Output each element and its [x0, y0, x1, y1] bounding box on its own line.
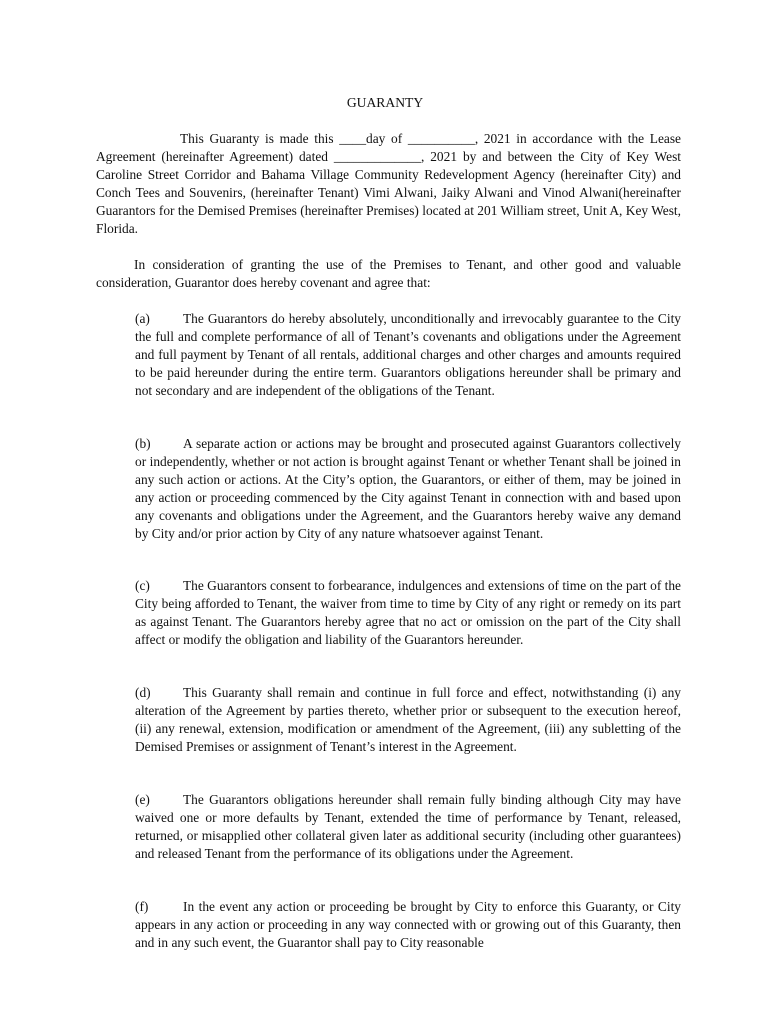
paragraph-label: (b) — [135, 436, 151, 451]
document-title: GUARANTY — [346, 95, 424, 110]
paragraph-f — [135, 898, 681, 952]
paragraph-text: A separate action or actions may be brought and prosecuted against Guarantors collectively or independently, whether or not action is brought against Tenant or whether Tenant shall be joined in any such action or actions. At the City’s option, the Guarantors, or either of them, may be joined in any action or proceeding commenced by the City against Tenant in connection with and based upon any covenants and obligations under the Agreement, and the Guarantors hereby waive any demand by City and/or prior action by City of any nature whatsoever against Tenant. — [135, 436, 681, 541]
paragraph-a — [135, 310, 681, 400]
intro-paragraph — [96, 130, 681, 237]
paragraph-text: This Guaranty shall remain and continue in full force and effect, notwithstanding (i) any alteration of the Agreement by parties thereto, whether prior or subsequent to the execution hereof, (ii) any renewal, extension, modification or amendment of the Agreement, (iii) any subletting of the Demised Premises or assignment of Tenant’s interest in the Agreement. — [135, 685, 681, 754]
paragraph-text: The Guarantors do hereby absolutely, unconditionally and irrevocably guarantee to the City the full and complete performance of all of Tenant’s covenants and obligations under the Agreement and full payment by Tenant of all rentals, additional charges and other charges and amounts required to be paid hereunder during the entire term. Guarantors obligations hereunder shall be primary and not secondary and are independent of the obligations of the Tenant. — [135, 311, 681, 398]
paragraph-text: In the event any action or proceeding be brought by City to enforce this Guaranty, or City appears in any action or proceeding in any way connected with or growing out of this Guaranty, then and in any such event, the Guarantor shall pay to City reasonable — [135, 899, 681, 950]
consideration-paragraph — [96, 256, 681, 292]
paragraph-c — [135, 577, 681, 649]
paragraph-text: The Guarantors consent to forbearance, indulgences and extensions of time on the part of the City being afforded to Tenant, the waiver from time to time by City of any right or remedy on its part as against Tenant. The Guarantors hereby agree that no act or omission on the part of the City shall affect or modify the obligation and liability of the Guarantors hereunder. — [135, 578, 681, 647]
paragraph-label: (a) — [135, 311, 150, 326]
intro-text: This Guaranty is made this ____day of __________, 2021 in accordance with the Lease Agreement (hereinafter Agreement) dated _____________, 2021 by and between the City of Key West Caroline Street Corridor and Bahama Village Community Redevelopment Agency (hereinafter City) and Conch Tees and Souvenirs, (hereinafter Tenant) Vimi Alwani, Jaiky Alwani and Vinod Alwani(hereinafter Guarantors for the Demised Premises (hereinafter Premises) located at 201 William street, Unit A, Key West, Florida. — [96, 131, 681, 236]
paragraph-text: The Guarantors obligations hereunder shall remain fully binding although City may have waived one or more defaults by Tenant, extended the time of performance by Tenant, released, returned, or misapplied other collateral given later as additional security (including other guarantees) and released Tenant from the performance of its obligations under the Agreement. — [135, 792, 681, 861]
paragraph-label: (f) — [135, 899, 149, 914]
consideration-text: In consideration of granting the use of the Premises to Tenant, and other good and valuable consideration, Guarantor does hereby covenant and agree that: — [96, 257, 681, 290]
paragraph-d — [135, 684, 681, 756]
paragraph-b — [135, 435, 681, 542]
paragraph-e — [135, 791, 681, 863]
paragraph-label: (e) — [135, 792, 150, 807]
paragraph-label: (d) — [135, 685, 151, 700]
paragraph-label: (c) — [135, 578, 150, 593]
